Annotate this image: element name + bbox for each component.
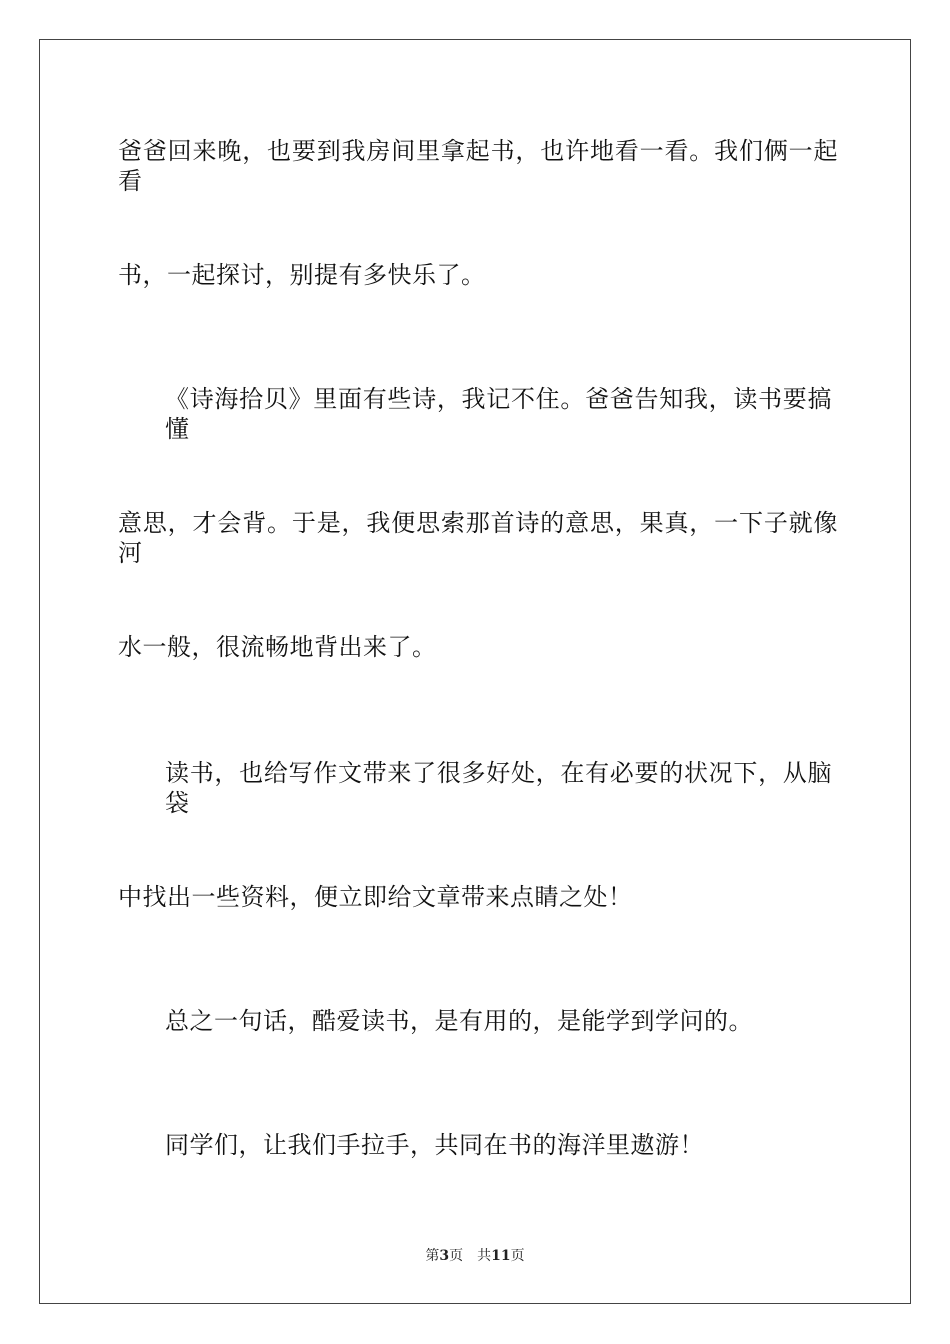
paragraph-line: 爸爸回来晚，也要到我房间里拿起书，也许地看一看。我们俩一起看 [118,137,838,195]
total-prefix: 共 [477,1248,492,1264]
paragraph-line: 意思，才会背。于是，我便思索那首诗的意思，果真，一下子就像河 [118,509,838,567]
paragraph-line: 水一般，很流畅地背出来了。 [118,633,437,661]
paragraph-line: 总之一句话，酷爱读书，是有用的，是能学到学问的。 [165,1007,753,1035]
page-footer [0,1246,950,1266]
paragraph-line: 中找出一些资料，便立即给文章带来点睛之处！ [118,883,633,911]
paragraph-line: 书，一起探讨，别提有多快乐了。 [118,261,486,289]
paragraph-line: 读书，也给写作文带来了很多好处，在有必要的状况下，从脑袋 [165,759,832,817]
current-page-number: 3 [439,1248,450,1264]
page-border [39,39,911,1304]
page-suffix: 页 [449,1248,464,1264]
paragraph-line: 同学们，让我们手拉手，共同在书的海洋里遨游！ [165,1131,704,1159]
total-page-number: 11 [491,1248,511,1264]
page-prefix: 第 [425,1248,440,1264]
paragraph-line: 《诗海拾贝》里面有些诗，我记不住。爸爸告知我，读书要搞懂 [165,385,832,443]
total-suffix: 页 [510,1248,525,1264]
